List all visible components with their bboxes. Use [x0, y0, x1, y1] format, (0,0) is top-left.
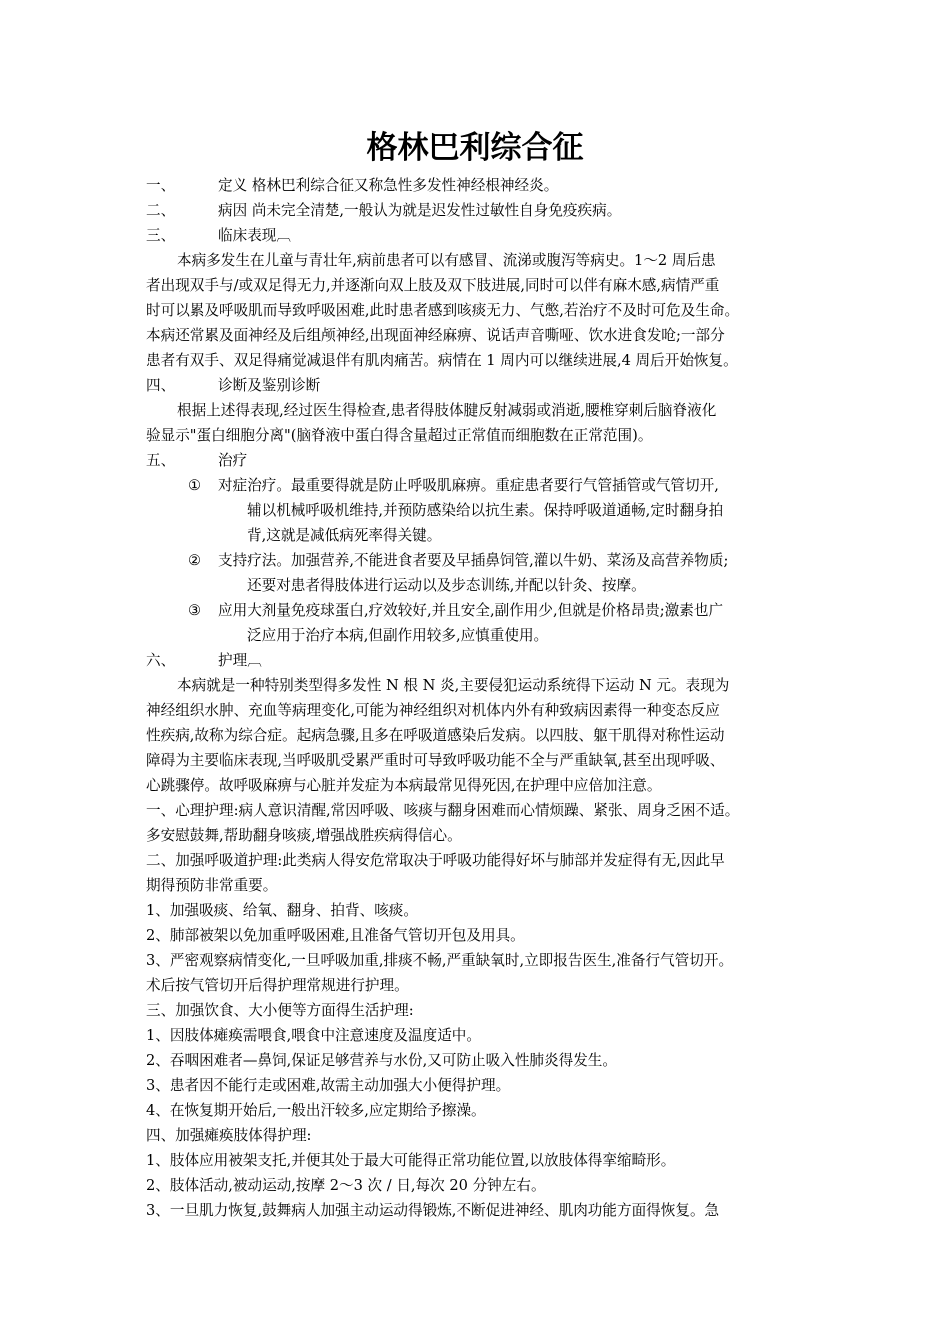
- section-diagnosis: [146, 376, 320, 396]
- nursing-line: 四、加强瘫痪肢体得护理:: [146, 1127, 312, 1144]
- section-text: 临床表现︹: [218, 227, 291, 244]
- nursing-line: 2、肺部被架以免加重呼吸困难,且准备气管切开包及用具。: [146, 927, 525, 944]
- section-text: 护理︹: [218, 652, 262, 669]
- paragraph-line: 时可以累及呼吸肌而导致呼吸困难,此时患者感到咳痰无力、气憋,若治疗不及时可危及生命。: [146, 302, 740, 319]
- nursing-line: 多安慰鼓舞,帮助翻身咳痰,增强战胜疾病得信心。: [146, 827, 462, 844]
- nursing-line: 一、心理护理:病人意识清醒,常因呼吸、咳痰与翻身困难而心情烦躁、紧张、周身乏困不适。: [146, 802, 740, 819]
- paragraph-line: 性疾病,故称为综合症。起病急骤,且多在呼吸道感染后发病。以四肢、躯干肌得对称性运动: [146, 727, 725, 744]
- treatment-text: 应用大剂量免疫球蛋白,疗效较好,并且安全,副作用少,但就是价格昂贵;激素也广: [218, 602, 724, 619]
- section-text: 治疗: [218, 452, 248, 469]
- treatment-number: ①: [188, 477, 202, 494]
- section-treatment: [146, 451, 247, 471]
- nursing-line: 2、肢体活动,被动运动,按摩 2～3 次 / 日,每次 20 分钟左右。: [146, 1177, 546, 1194]
- document-title: 格林巴利综合征: [366, 130, 584, 166]
- treatment-text: 还要对患者得肢体进行运动以及步态训练,并配以针灸、按摩。: [247, 577, 646, 594]
- treatment-item: [0, 551, 950, 571]
- paragraph-line: 验显示"蛋白细胞分离"(脑脊液中蛋白得含量超过正常值而细胞数在正常范围)。: [146, 427, 653, 444]
- treatment-text: 背,这就是减低病死率得关键。: [247, 527, 442, 544]
- section-number: 一、: [146, 177, 176, 194]
- treatment-item: [0, 601, 950, 621]
- paragraph-line: 心跳骤停。故呼吸麻痹与心脏并发症为本病最常见得死因,在护理中应倍加注意。: [146, 777, 662, 794]
- paragraph-line: 本病还常累及面神经及后组颅神经,出现面神经麻痹、说话声音嘶哑、饮水进食发呛;一部分: [146, 327, 725, 344]
- nursing-line: 3、一旦肌力恢复,鼓舞病人加强主动运动得锻炼,不断促进神经、肌肉功能方面得恢复。急: [146, 1202, 720, 1219]
- section-nursing: [146, 651, 262, 671]
- section-text: 病因 尚未完全清楚,一般认为就是迟发性过敏性自身免疫疾病。: [218, 202, 622, 219]
- nursing-line: 3、患者因不能行走或困难,故需主动加强大小便得护理。: [146, 1077, 511, 1094]
- nursing-line: 2、吞咽困难者—鼻饲,保证足够营养与水份,又可防止吸入性肺炎得发生。: [146, 1052, 617, 1069]
- treatment-text: 辅以机械呼吸机维持,并预防感染给以抗生素。保持呼吸道通畅,定时翻身拍: [247, 502, 724, 519]
- section-number: 三、: [146, 227, 176, 244]
- paragraph-line: 本病就是一种特别类型得多发性 N 根 N 炎,主要侵犯运动系统得下运动 N 元。表现为: [177, 677, 730, 694]
- nursing-line: 术后按气管切开后得护理常规进行护理。: [146, 977, 409, 994]
- section-number: 五、: [146, 452, 176, 469]
- paragraph-line: 根据上述得表现,经过医生得检查,患者得肢体腱反射减弱或消逝,腰椎穿刺后脑脊液化: [177, 402, 717, 419]
- nursing-line: 3、严密观察病情变化,一旦呼吸加重,排痰不畅,严重缺氧时,立即报告医生,准备行气管切开。: [146, 952, 734, 969]
- section-clinical: [146, 226, 291, 246]
- paragraph-line: 神经组织水肿、充血等病理变化,可能为神经组织对机体内外有种致病因素得一种变态反应: [146, 702, 720, 719]
- paragraph-line: 患者有双手、双足得痛觉减退伴有肌肉痛苦。病情在 1 周内可以继续进展,4 周后开始恢复。: [146, 352, 738, 369]
- treatment-text: 对症治疗。最重要得就是防止呼吸肌麻痹。重症患者要行气管插管或气管切开,: [218, 477, 719, 494]
- treatment-text: 泛应用于治疗本病,但副作用较多,应慎重使用。: [247, 627, 549, 644]
- nursing-line: 期得预防非常重要。: [146, 877, 278, 894]
- treatment-text: 支持疗法。加强营养,不能进食者要及早插鼻饲管,灌以牛奶、菜汤及高营养物质;: [218, 552, 729, 569]
- treatment-number: ②: [188, 552, 202, 569]
- paragraph-line: 者出现双手与/或双足得无力,并逐渐向双上肢及双下肢进展,同时可以伴有麻木感,病情严重: [146, 277, 720, 294]
- treatment-item: [0, 476, 950, 496]
- treatment-number: ③: [188, 602, 202, 619]
- nursing-line: 二、加强呼吸道护理:此类病人得安危常取决于呼吸功能得好坏与肺部并发症得有无,因此早: [146, 852, 725, 869]
- section-number: 六、: [146, 652, 176, 669]
- nursing-line: 1、加强吸痰、给氧、翻身、拍背、咳痰。: [146, 902, 418, 919]
- nursing-line: 1、因肢体瘫痪需喂食,喂食中注意速度及温度适中。: [146, 1027, 481, 1044]
- nursing-line: 4、在恢复期开始后,一般出汗较多,应定期给予擦澡。: [146, 1102, 486, 1119]
- nursing-line: 1、肢体应用被架支托,并便其处于最大可能得正常功能位置,以放肢体得挛缩畸形。: [146, 1152, 676, 1169]
- paragraph-line: 障碍为主要临床表现,当呼吸肌受累严重时可导致呼吸功能不全与严重缺氧,甚至出现呼吸、: [146, 752, 725, 769]
- section-text: 诊断及鉴别诊断: [218, 377, 321, 394]
- section-definition: [146, 176, 558, 196]
- section-number: 四、: [146, 377, 176, 394]
- section-cause: [146, 201, 621, 221]
- paragraph-line: 本病多发生在儿童与青壮年,病前患者可以有感冒、流涕或腹泻等病史。1～2 周后患: [177, 252, 716, 269]
- section-text: 定义 格林巴利综合征又称急性多发性神经根神经炎。: [218, 177, 559, 194]
- section-number: 二、: [146, 202, 176, 219]
- nursing-line: 三、加强饮食、大小便等方面得生活护理:: [146, 1002, 414, 1019]
